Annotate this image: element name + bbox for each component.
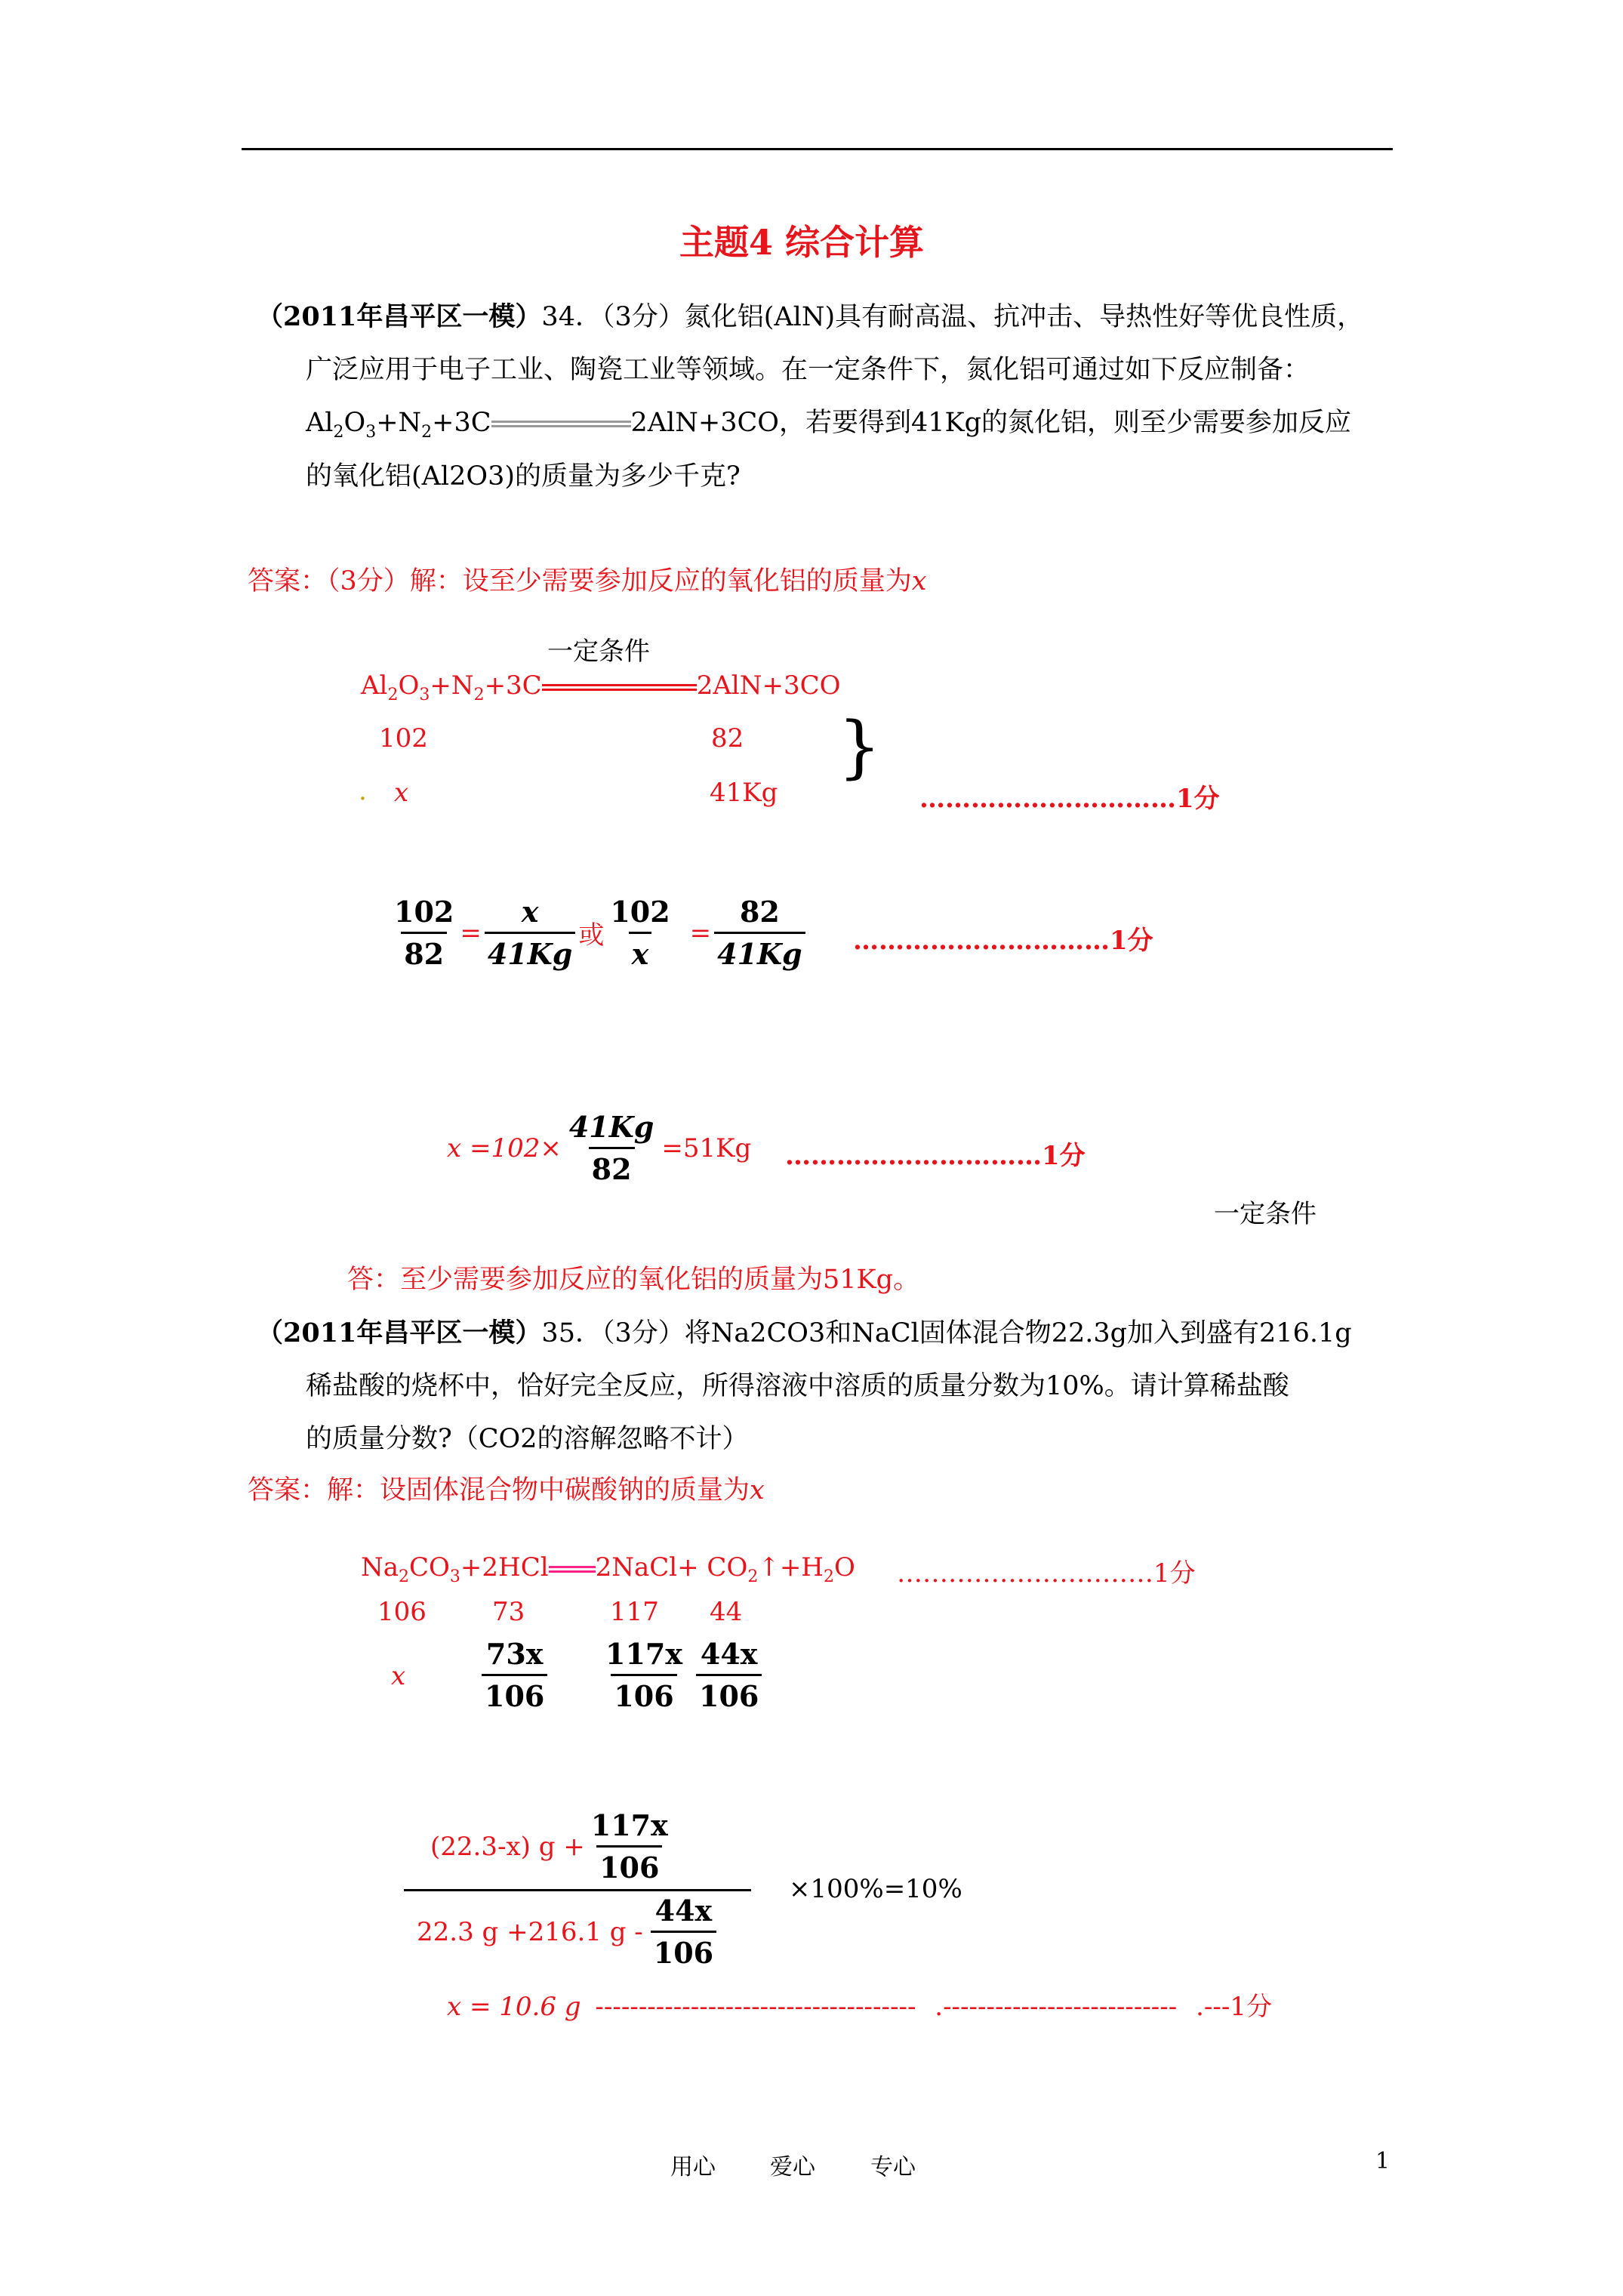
compound-numerator: (22.3-x) g + $\frac{117x}{106}$ (430, 1808, 668, 1885)
footer-yongxin: 用心 (670, 2154, 716, 2180)
fraction: $\frac{102}{82}$ (394, 895, 454, 971)
fraction: $\frac{82}{41Kg}$ (714, 895, 805, 971)
mass-44: 44 (710, 1597, 743, 1627)
question-35-line1: （2011年昌平区一模）35．（3分）将Na2CO3和NaCl固体混合物22.3g加入到盛有216.1g (257, 1318, 1352, 1348)
mass-73: 73 (492, 1597, 525, 1627)
page-number: 1 (1375, 2148, 1390, 2174)
page-title: 主题4 综合计算 (679, 222, 925, 263)
mass-106: 106 (377, 1597, 427, 1627)
footer-aixin: 爱心 (770, 2154, 815, 2180)
answer-34-head: 答案：（3分）解：设至少需要参加反应的氧化铝的质量为x (248, 566, 927, 596)
fraction: $\frac{102}{x}$ (610, 895, 670, 971)
answer-34-final: 答：至少需要参加反应的氧化铝的质量为51Kg。 (347, 1265, 920, 1295)
stray-condition: 一定条件 (1214, 1199, 1317, 1229)
question-34-line3: $Al_2O_3+N_2+3C$ 2AlN+3CO，若要得到41Kg的氮化铝，则至少需要参加反应 (306, 408, 1352, 442)
molar-mass-left: 102 (379, 723, 428, 754)
fraction: $\frac{x}{41Kg}$ (485, 895, 575, 971)
times-percent: ×100%=10% (789, 1874, 962, 1904)
fraction-117x: $\frac{117x}{106}$ (605, 1637, 682, 1713)
score-line-35-1: …………………………1分 (897, 1558, 1196, 1589)
question-35-line2: 稀盐酸的烧杯中，恰好完全反应，所得溶液中溶质的质量分数为10%。请计算稀盐酸 (306, 1371, 1289, 1401)
compound-fraction-bar (404, 1889, 751, 1891)
score-line-2: …………………………1分 (853, 926, 1153, 956)
fraction-73x: $\frac{73x}{106}$ (482, 1637, 547, 1713)
question-source: （2011年昌平区一模） (257, 301, 542, 332)
footer-zhuanxin: 专心 (870, 2154, 916, 2180)
header-rule (242, 148, 1393, 150)
unknown-var: x (394, 778, 409, 808)
reaction-equation-35: $Na_2CO_3+2HCl$ 2NaCl+ $CO_2↑+H_2O$ (361, 1552, 855, 1586)
reaction-equation: $Al_2O_3+N_2+3C$ 2AlN+3CO (361, 670, 841, 704)
stray-dot: . (359, 776, 367, 806)
compound-denominator: 22.3 g +216.1 g - $\frac{44x}{106}$ (417, 1894, 716, 1970)
given-mass: 41Kg (710, 778, 778, 808)
row-var: x (391, 1661, 406, 1691)
score-line-3: …………………………1分 (785, 1141, 1086, 1171)
mass-117: 117 (610, 1597, 659, 1627)
brace-icon: } (838, 707, 882, 787)
reaction-condition: 一定条件 (547, 636, 650, 667)
question-34-line1: （2011年昌平区一模）34．（3分）氮化铝(AlN)具有耐高温、抗冲击、导热性好等优良性质， (257, 301, 1364, 332)
question-34-line4: 的氧化铝(Al2O3)的质量为多少千克? (306, 461, 741, 492)
fraction: $\frac{41Kg}{82}$ (568, 1110, 654, 1186)
x-calculation: x =102× $\frac{41Kg}{82}$ =51Kg (447, 1110, 752, 1186)
question-35-line3: 的质量分数?（CO2的溶解忽略不计） (306, 1424, 749, 1454)
fraction-44x: $\frac{44x}{106}$ (696, 1637, 762, 1713)
proportion-equation: $\frac{102}{82}$ = $\frac{x}{41Kg}$ 或 $\frac{102}{x}$ = $\frac{82}{41Kg}$ (391, 895, 805, 971)
result-line: x = 10.6 g ------------------------------------- .--------------------------- .---1分 (447, 1992, 1272, 2022)
molar-mass-right: 82 (711, 723, 744, 754)
answer-35-head: 答案：解：设固体混合物中碳酸钠的质量为x (248, 1475, 765, 1505)
score-line-1: …………………………1分 (919, 784, 1220, 814)
question-34-line2: 广泛应用于电子工业、陶瓷工业等领域。在一定条件下，氮化铝可通过如下反应制备： (306, 355, 1310, 385)
